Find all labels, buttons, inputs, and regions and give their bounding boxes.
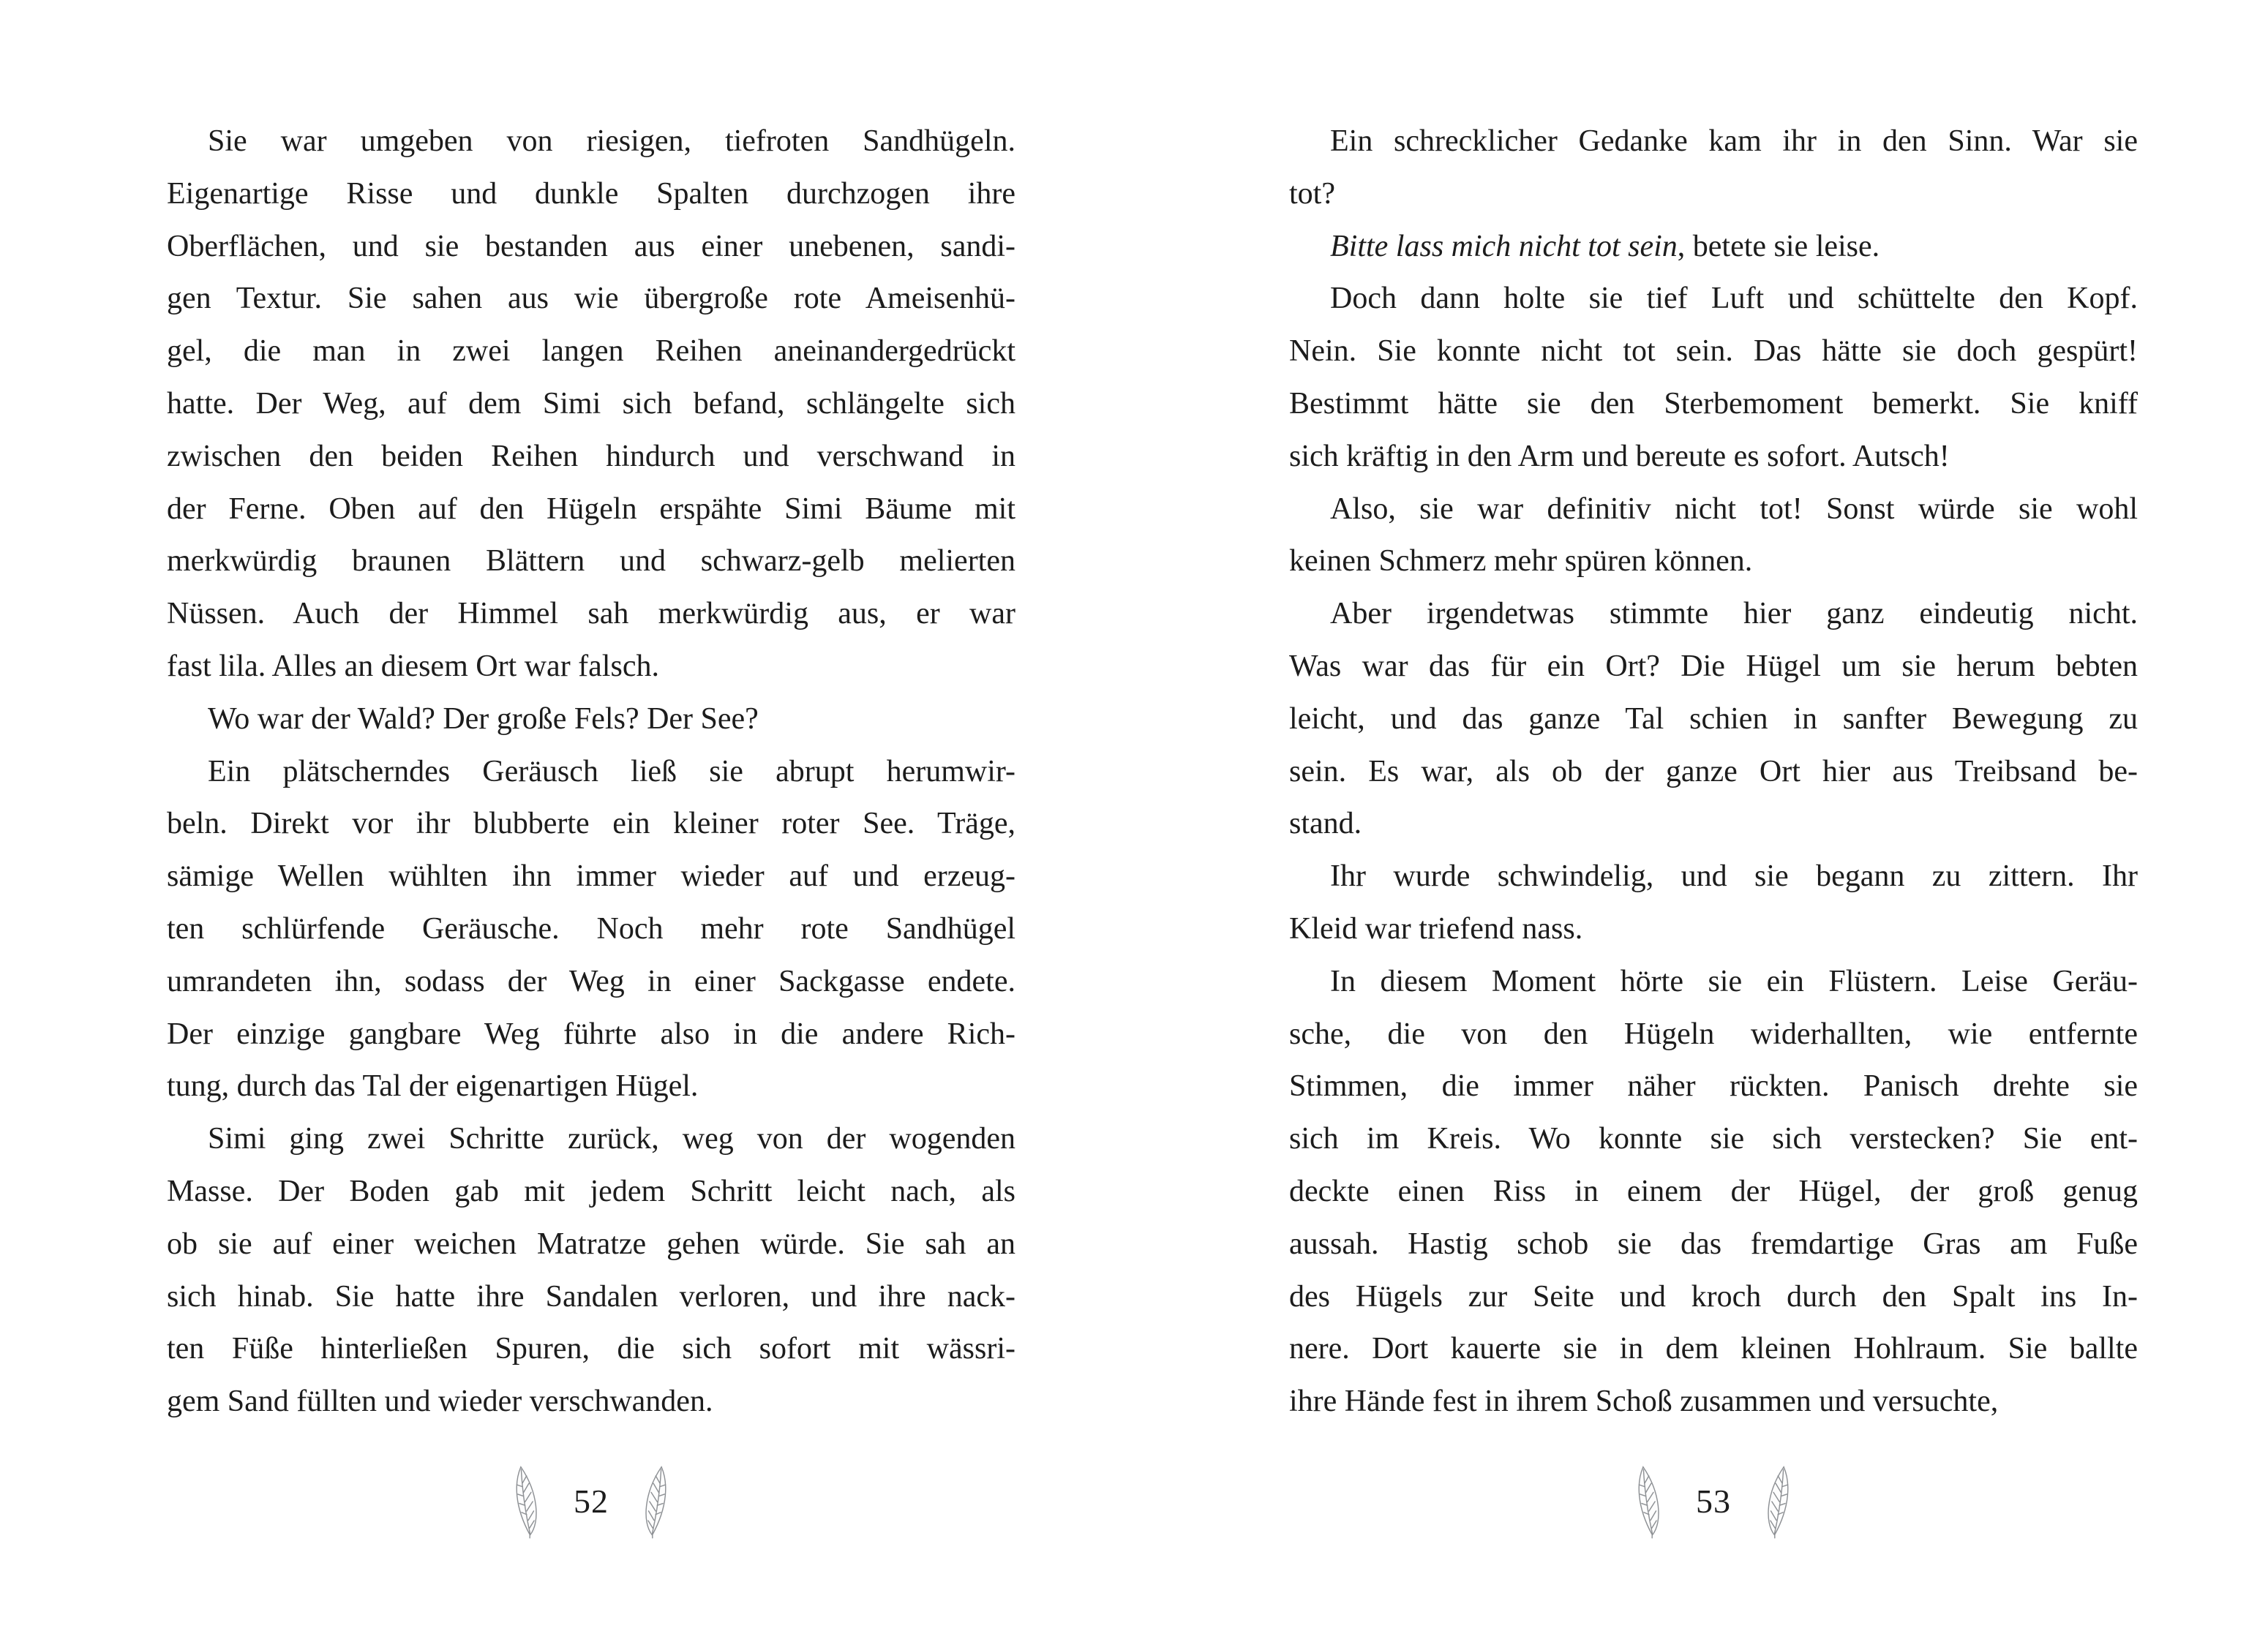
text-line [1289,1166,2138,1219]
text-line [167,431,1015,483]
body-text: gen Textur. Sie sahen aus wie übergroße rote Ameisenhü- [167,282,1015,316]
body-text: sich kräftig in den Arm und bereute es sofort. Autsch! [1289,439,1950,473]
text-line [1289,693,2138,746]
text-line [167,1219,1015,1271]
text-line [167,535,1015,588]
page-left-text [167,116,1015,1428]
text-line [1289,1219,2138,1271]
body-text: Ein schrecklicher Gedanke kam ihr in den Sinn. War sie [1330,124,2138,158]
body-text: keinen Schmerz mehr spüren können. [1289,544,1753,579]
text-line [1289,1113,2138,1166]
body-text: Eigenartige Risse und dunkle Spalten durchzogen ihre [167,176,1015,211]
body-text: gel, die man in zwei langen Reihen aneinandergedrückt [167,334,1015,369]
body-text: merkwürdig braunen Blättern und schwarz-gelb melierten [167,544,1015,579]
text-line [167,378,1015,431]
text-line [167,483,1015,536]
body-text: Nein. Sie konnte nicht tot sein. Das hätte sie doch gespürt! [1289,334,2138,369]
body-text: Kleid war triefend nass. [1289,911,1583,946]
body-text: In diesem Moment hörte sie ein Flüstern. Leise Geräu- [1330,964,2138,998]
body-text: umrandeten ihn, sodass der Weg in einer Sackgasse endete. [167,964,1015,998]
text-line [1289,116,2138,168]
body-text: sich im Kreis. Wo konnte sie sich verstecken? Sie ent- [1289,1122,2138,1156]
text-line [1289,798,2138,851]
text-line [1289,1323,2138,1376]
body-text: aussah. Hastig schob sie das fremdartige Gras am Fuße [1289,1227,2138,1261]
leaf-icon [623,1460,687,1543]
body-text: Oberflächen, und sie bestanden aus einer unebenen, sandi- [167,229,1015,263]
body-text: sein. Es war, als ob der ganze Ort hier aus Treibsand be- [1289,754,2138,788]
body-text: hatte. Der Weg, auf dem Simi sich befand, schlängelte sich [167,386,1015,421]
text-line [167,1009,1015,1061]
text-line [1289,483,2138,536]
text-line [1289,431,2138,483]
body-text: ten schlürfende Geräusche. Noch mehr rote Sandhügel [167,911,1015,946]
body-text: der Ferne. Oben auf den Hügeln erspähte Simi Bäume mit [167,492,1015,526]
text-line [167,116,1015,168]
body-text: Also, sie war definitiv nicht tot! Sonst würde sie wohl [1330,492,2138,526]
text-line [167,956,1015,1009]
italic-text: Bitte lass mich nicht tot sein [1330,229,1678,263]
text-line [1289,903,2138,956]
text-line [1289,1376,2138,1428]
text-line [1289,956,2138,1009]
body-text: sich hinab. Sie hatte ihre Sandalen verloren, und ihre nack- [167,1279,1015,1314]
body-text: beln. Direkt vor ihr blubberte ein kleiner roter See. Träge, [167,807,1015,841]
text-line [167,1166,1015,1219]
body-text: sämige Wellen wühlten ihn immer wieder auf und erzeug- [167,859,1015,894]
text-line [167,168,1015,221]
page-left-footer [167,1464,1015,1537]
body-text: , betete sie leise. [1677,229,1880,263]
body-text: Bestimmt hätte sie den Sterbemoment bemerkt. Sie kniff [1289,386,2138,421]
text-line [1289,325,2138,378]
body-text: des Hügels zur Seite und kroch durch den Spalt ins In- [1289,1279,2138,1314]
body-text: tung, durch das Tal der eigenartigen Hügel. [167,1069,699,1104]
body-text: ob sie auf einer weichen Matratze gehen würde. Sie sah an [167,1227,1015,1261]
body-text: zwischen den beiden Reihen hindurch und verschwand in [167,439,1015,473]
body-text: Ihr wurde schwindelig, und sie begann zu zittern. Ihr [1330,859,2138,894]
text-line [167,325,1015,378]
text-line [1289,851,2138,903]
text-line [1289,378,2138,431]
body-text: sche, die von den Hügeln widerhallten, wie entfernte [1289,1017,2138,1051]
body-text: tot? [1289,176,1335,211]
body-text: Der einzige gangbare Weg führte also in die andere Rich- [167,1017,1015,1051]
body-text: Stimmen, die immer näher rückten. Panisch drehte sie [1289,1069,2138,1104]
body-text: stand. [1289,807,1362,841]
text-line [1289,1061,2138,1113]
text-line [167,903,1015,956]
body-text: gem Sand füllten und wieder verschwanden. [167,1385,713,1419]
body-text: Ein plätscherndes Geräusch ließ sie abrupt herumwir- [208,754,1015,788]
text-line [167,1113,1015,1166]
page-right-footer [1289,1464,2138,1537]
text-line [167,693,1015,746]
text-line [167,588,1015,641]
body-text: Doch dann holte sie tief Luft und schüttelte den Kopf. [1330,282,2138,316]
text-line [1289,273,2138,325]
text-line [1289,588,2138,641]
text-line [167,1061,1015,1113]
text-line [167,273,1015,325]
body-text: fast lila. Alles an diesem Ort war falsch. [167,649,659,683]
text-line [167,641,1015,693]
body-text: leicht, und das ganze Tal schien in sanfter Bewegung zu [1289,701,2138,736]
text-line [167,851,1015,903]
body-text: nere. Dort kauerte sie in dem kleinen Hohlraum. Sie ballte [1289,1332,2138,1366]
page-number: 52 [574,1482,609,1520]
leaf-icon [495,1460,560,1543]
text-line [167,1376,1015,1428]
leaf-icon [1618,1460,1682,1543]
text-line [167,1323,1015,1376]
text-line [1289,535,2138,588]
page-right-text [1289,116,2138,1428]
leaf-icon [1745,1460,1809,1543]
page-number: 53 [1696,1482,1731,1520]
text-line [167,1271,1015,1324]
body-text: Masse. Der Boden gab mit jedem Schritt leicht nach, als [167,1174,1015,1208]
text-line [1289,221,2138,274]
body-text: Sie war umgeben von riesigen, tiefroten Sandhügeln. [208,124,1015,158]
body-text: Simi ging zwei Schritte zurück, weg von der wogenden [208,1122,1015,1156]
body-text: deckte einen Riss in einem der Hügel, der groß genug [1289,1174,2138,1208]
text-line [167,221,1015,274]
body-text: ten Füße hinterließen Spuren, die sich sofort mit wässri- [167,1332,1015,1366]
body-text: Aber irgendetwas stimmte hier ganz eindeutig nicht. [1330,597,2138,631]
text-line [1289,1009,2138,1061]
body-text: Nüssen. Auch der Himmel sah merkwürdig aus, er war [167,597,1015,631]
text-line [167,798,1015,851]
text-line [167,746,1015,799]
text-line [1289,168,2138,221]
body-text: ihre Hände fest in ihrem Schoß zusammen und versuchte, [1289,1385,1999,1419]
text-line [1289,746,2138,799]
body-text: Wo war der Wald? Der große Fels? Der See? [208,701,759,736]
body-text: Was war das für ein Ort? Die Hügel um sie herum bebten [1289,649,2138,683]
text-line [1289,641,2138,693]
text-line [1289,1271,2138,1324]
